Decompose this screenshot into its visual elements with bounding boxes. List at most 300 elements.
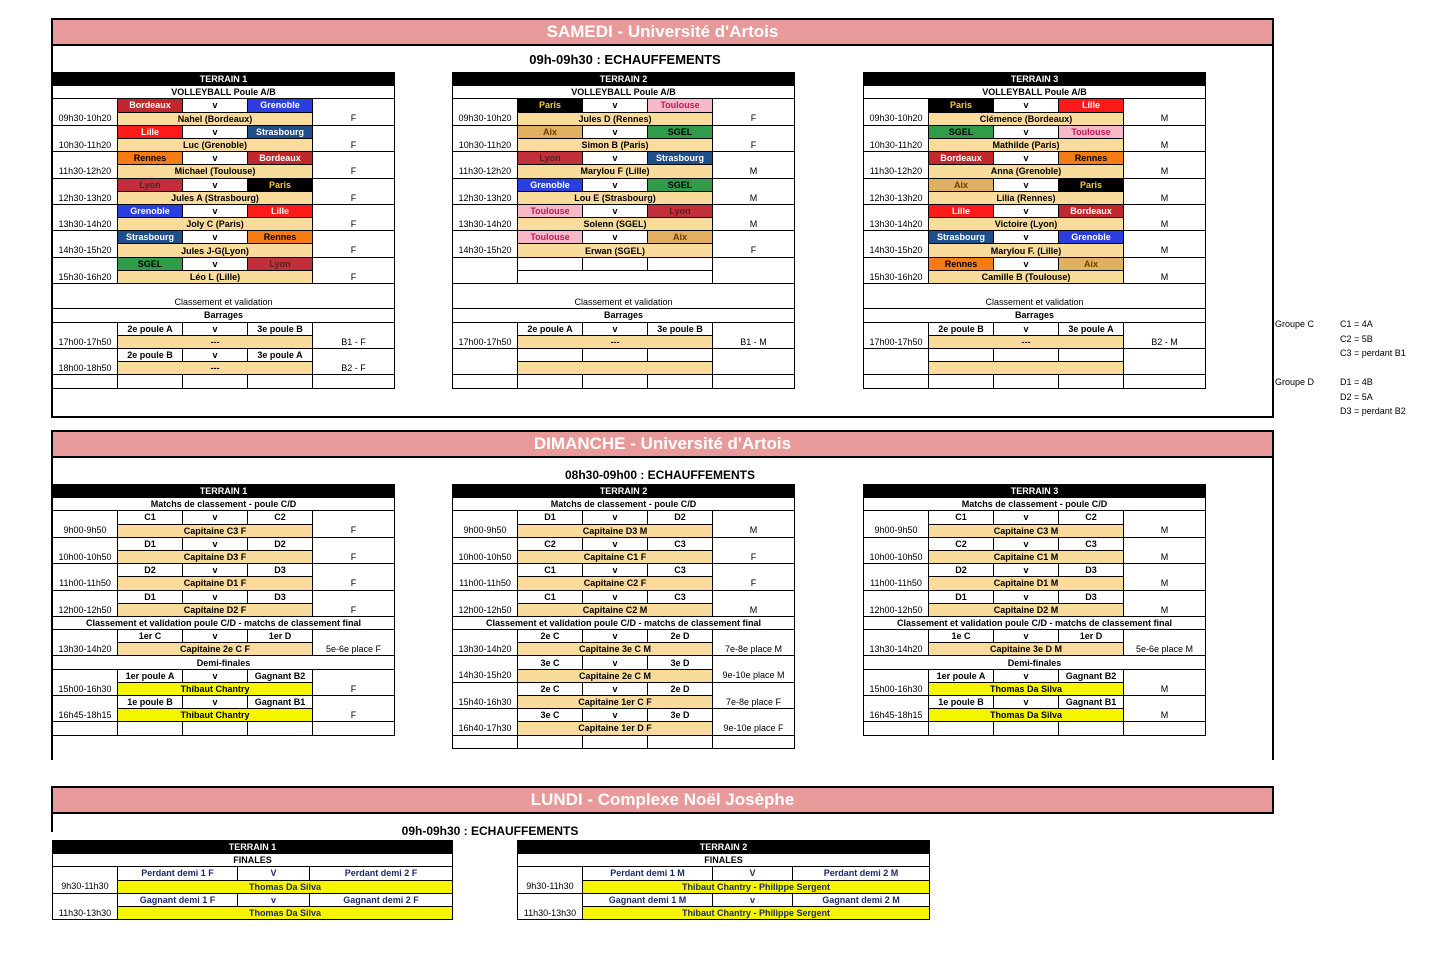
time-spacer [53, 537, 118, 550]
gender-spacer [1124, 231, 1206, 244]
gender: M [1124, 577, 1206, 590]
match-ref-row [864, 112, 1206, 125]
time-spacer [453, 590, 518, 603]
empty-cell [929, 722, 994, 735]
match-teams-row [864, 152, 1206, 165]
team-a: 1er C [118, 630, 183, 643]
gender: F [313, 244, 395, 257]
barrages-title: Barrages [864, 309, 1206, 322]
gender-spacer [313, 152, 395, 165]
referee: Thomas Da Silva [929, 709, 1124, 722]
team-a: SGEL [929, 125, 994, 138]
time-spacer [453, 511, 518, 524]
team-b: 3e D [648, 709, 713, 722]
gender: M [1124, 244, 1206, 257]
court-subtitle: Matchs de classement - poule C/D [53, 498, 395, 511]
versus: v [994, 669, 1059, 682]
versus: v [994, 178, 1059, 191]
gender-spacer [713, 231, 795, 244]
versus: v [583, 204, 648, 217]
referee: Erwan (SGEL) [518, 244, 713, 257]
gender-spacer [713, 348, 795, 361]
gender: M [1124, 191, 1206, 204]
gender: M [1124, 218, 1206, 231]
referee: Capitaine C2 M [518, 603, 713, 616]
team-b: 1er D [1059, 630, 1124, 643]
match-teams-row [864, 204, 1206, 217]
match-time: 10h30-11h20 [453, 138, 518, 151]
match-time: 13h30-14h20 [453, 643, 518, 656]
team-b: Paris [1059, 178, 1124, 191]
match-time: 09h30-10h20 [453, 112, 518, 125]
match-time: 15h30-16h20 [864, 270, 929, 283]
gender-spacer [1124, 669, 1206, 682]
versus: v [583, 231, 648, 244]
gender: F [313, 524, 395, 537]
team-b: C2 [1059, 511, 1124, 524]
team-b: Lyon [248, 257, 313, 270]
referee: Joly C (Paris) [118, 218, 313, 231]
empty-cell [118, 375, 183, 388]
team-a: Rennes [118, 152, 183, 165]
team-a: Toulouse [518, 204, 583, 217]
empty-cell [248, 722, 313, 735]
court-subtitle: Matchs de classement - poule C/D [453, 498, 795, 511]
barrage-team-b [1059, 348, 1124, 361]
versus [583, 257, 648, 270]
barrage-team-a: 2e poule B [118, 348, 183, 361]
team-b: Strasbourg [648, 152, 713, 165]
gender: M [1124, 603, 1206, 616]
gender: F [313, 682, 395, 695]
match-teams-row [53, 178, 395, 191]
saturday-court-1-table [52, 72, 395, 389]
match-time: 13h30-14h20 [453, 218, 518, 231]
team-b: Aix [648, 231, 713, 244]
time-spacer [518, 867, 583, 880]
time-spacer [864, 99, 929, 112]
versus: v [994, 511, 1059, 524]
team-a: C1 [518, 564, 583, 577]
gender: F [313, 577, 395, 590]
saturday-banner: SAMEDI - Université d'Artois [51, 18, 1274, 46]
referee: Capitaine 3e D M [929, 643, 1124, 656]
team-b: Gagnant demi 2 M [793, 893, 930, 906]
court-subtitle: VOLLEYBALL Poule A/B [453, 86, 795, 99]
monday-court-1-table [52, 840, 453, 920]
time-spacer [453, 204, 518, 217]
referee: Capitaine C3 M [929, 524, 1124, 537]
time-spacer [53, 564, 118, 577]
court-title: TERRAIN 1 [53, 841, 453, 854]
team-b: Paris [248, 178, 313, 191]
group-line: C3 = perdant B1 [1340, 348, 1406, 358]
match-time: 14h30-15h20 [453, 244, 518, 257]
match-time: 12h00-12h50 [53, 603, 118, 616]
team-b: SGEL [648, 178, 713, 191]
empty-cell [713, 375, 795, 388]
time-spacer [53, 204, 118, 217]
team-b: D2 [648, 511, 713, 524]
match-time: 11h30-12h20 [53, 165, 118, 178]
team-a: Paris [929, 99, 994, 112]
gender: F [713, 550, 795, 563]
referee: Capitaine D3 M [518, 524, 713, 537]
team-b: Gagnant B1 [248, 696, 313, 709]
group-line: D1 = 4B [1340, 377, 1373, 387]
gender-spacer [713, 564, 795, 577]
team-b: C2 [248, 511, 313, 524]
team-b: Lille [1059, 99, 1124, 112]
time-spacer [453, 231, 518, 244]
match-time: 11h00-11h50 [53, 577, 118, 590]
referee: Marylou F. (Lille) [929, 244, 1124, 257]
team-b: Gagnant demi 2 F [310, 893, 453, 906]
time-spacer [453, 564, 518, 577]
team-a: Grenoble [518, 178, 583, 191]
team-a: Strasbourg [929, 231, 994, 244]
empty-cell [648, 735, 713, 748]
match-ref-row [864, 138, 1206, 151]
court-title: TERRAIN 2 [453, 73, 795, 86]
empty-cell [183, 722, 248, 735]
match-teams-row [53, 99, 395, 112]
team-a: 3e C [518, 656, 583, 669]
referee: Thibaut Chantry - Philippe Sergent [583, 906, 930, 919]
versus: v [183, 125, 248, 138]
match-ref-row [453, 244, 795, 257]
versus: v [583, 630, 648, 643]
referee: Jules D (Rennes) [518, 112, 713, 125]
barrage-time [453, 362, 518, 375]
versus: v [994, 257, 1059, 270]
versus: v [183, 322, 248, 335]
barrage-ref: --- [118, 335, 313, 348]
court-subtitle: FINALES [53, 854, 453, 867]
monday-warmup: 09h-09h30 : ECHAUFFEMENTS [401, 824, 579, 838]
team-a: D1 [929, 590, 994, 603]
time-spacer [864, 204, 929, 217]
empty-cell [1124, 375, 1206, 388]
barrage-ref: --- [518, 335, 713, 348]
gender: F [313, 218, 395, 231]
versus: v [994, 564, 1059, 577]
team-b: Strasbourg [248, 125, 313, 138]
time-spacer [53, 348, 118, 361]
gender-spacer [313, 125, 395, 138]
demi-title: Demi-finales [864, 656, 1206, 669]
time-spacer [53, 178, 118, 191]
referee: Solenn (SGEL) [518, 218, 713, 231]
team-a: 1er poule A [929, 669, 994, 682]
gender-spacer [713, 204, 795, 217]
gender-spacer [1124, 564, 1206, 577]
referee: Capitaine D1 M [929, 577, 1124, 590]
barrage-group: B2 - M [1124, 335, 1206, 348]
time-spacer [53, 231, 118, 244]
versus: v [583, 656, 648, 669]
team-a: 3e C [518, 709, 583, 722]
versus: v [994, 696, 1059, 709]
gender: M [713, 603, 795, 616]
barrage-group [1124, 362, 1206, 375]
match-ref-row [453, 112, 795, 125]
match-teams-row [53, 152, 395, 165]
team-a: 1e poule B [118, 696, 183, 709]
barrage-time [864, 362, 929, 375]
versus: v [183, 348, 248, 361]
team-a: 1er poule A [118, 669, 183, 682]
team-a: Toulouse [518, 231, 583, 244]
versus: v [183, 99, 248, 112]
match-time: 12h00-12h50 [864, 603, 929, 616]
court-subtitle: VOLLEYBALL Poule A/B [864, 86, 1206, 99]
versus: v [183, 178, 248, 191]
team-a: 1e poule B [929, 696, 994, 709]
gender-spacer [713, 709, 795, 722]
match-time: 10h30-11h20 [864, 138, 929, 151]
sunday-court-1-table [52, 484, 395, 736]
time-spacer [864, 669, 929, 682]
gender: M [713, 524, 795, 537]
empty-cell [453, 735, 518, 748]
referee: Thomas Da Silva [929, 682, 1124, 695]
match-teams-row [453, 152, 795, 165]
team-b: Toulouse [1059, 125, 1124, 138]
match-time: 10h00-10h50 [53, 550, 118, 563]
versus: v [183, 511, 248, 524]
referee: Thibaut Chantry [118, 682, 313, 695]
spacer [453, 284, 795, 297]
group-line: D3 = perdant B2 [1340, 406, 1406, 416]
versus: v [583, 682, 648, 695]
empty-cell [313, 722, 395, 735]
saturday-court-2-table [452, 72, 795, 389]
versus: v [583, 537, 648, 550]
referee: Capitaine C3 F [118, 524, 313, 537]
time-spacer [453, 99, 518, 112]
empty-cell [864, 722, 929, 735]
gender-spacer [313, 322, 395, 335]
team-a: Gagnant demi 1 F [118, 893, 238, 906]
team-a: C1 [929, 511, 994, 524]
versus: v [583, 152, 648, 165]
referee: Capitaine 3e C M [518, 643, 713, 656]
empty-cell [1124, 722, 1206, 735]
empty-cell [583, 375, 648, 388]
match-time: 16h40-17h30 [453, 722, 518, 735]
match-time: 9h30-11h30 [53, 880, 118, 893]
versus: v [583, 511, 648, 524]
time-spacer [53, 893, 118, 906]
gender-spacer [713, 511, 795, 524]
team-b: 2e D [648, 630, 713, 643]
referee [518, 270, 713, 283]
time-spacer [453, 257, 518, 270]
time-spacer [864, 125, 929, 138]
team-b: Gagnant B1 [1059, 696, 1124, 709]
team-b: D3 [248, 590, 313, 603]
sunday-warmup: 08h30-09h00 : ECHAUFFEMENTS [564, 468, 756, 482]
court-subtitle: VOLLEYBALL Poule A/B [53, 86, 395, 99]
demi-title: Demi-finales [53, 656, 395, 669]
team-b [648, 257, 713, 270]
barrage-team-b [648, 348, 713, 361]
match-time: 14h30-15h20 [53, 244, 118, 257]
match-time: 12h00-12h50 [453, 603, 518, 616]
gender: F [313, 191, 395, 204]
match-time: 9h00-9h50 [453, 524, 518, 537]
match-ref-row [53, 138, 395, 151]
gender: 9e-10e place M [713, 669, 795, 682]
team-b: C3 [648, 564, 713, 577]
time-spacer [864, 257, 929, 270]
barrage-time: 17h00-17h50 [453, 335, 518, 348]
empty-cell [929, 375, 994, 388]
match-time: 11h30-12h20 [864, 165, 929, 178]
gender-spacer [313, 630, 395, 643]
match-time: 12h30-13h20 [453, 191, 518, 204]
gender: F [713, 244, 795, 257]
time-spacer [53, 696, 118, 709]
group-name: Groupe D [1275, 377, 1315, 387]
referee: Lilia (Rennes) [929, 191, 1124, 204]
match-time: 12h30-13h20 [53, 191, 118, 204]
match-ref-row [53, 218, 395, 231]
group-line: D2 = 5A [1340, 391, 1373, 402]
match-ref-row [864, 165, 1206, 178]
versus: v [183, 630, 248, 643]
match-time: 13h30-14h20 [53, 643, 118, 656]
team-a: 2e C [518, 630, 583, 643]
gender-spacer [313, 204, 395, 217]
referee: Thibaut Chantry - Philippe Sergent [583, 880, 930, 893]
gender-spacer [1124, 257, 1206, 270]
referee: Léo L (Lille) [118, 270, 313, 283]
team-a [518, 257, 583, 270]
referee: Capitaine D2 M [929, 603, 1124, 616]
monday-banner: LUNDI - Complexe Noël Josèphe [51, 786, 1274, 814]
team-a: Lille [929, 204, 994, 217]
court-title: TERRAIN 2 [453, 485, 795, 498]
gender: F [713, 138, 795, 151]
barrage-team-a: 2e poule A [118, 322, 183, 335]
empty-cell [118, 722, 183, 735]
time-spacer [453, 322, 518, 335]
match-ref-row [453, 270, 795, 283]
referee: Clémence (Bordeaux) [929, 112, 1124, 125]
match-ref-row [453, 191, 795, 204]
referee: Jules J-G(Lyon) [118, 244, 313, 257]
referee: Thomas Da Silva [118, 880, 453, 893]
time-spacer [453, 630, 518, 643]
match-time: 11h30-12h20 [453, 165, 518, 178]
court-title: TERRAIN 2 [518, 841, 930, 854]
time-spacer [864, 348, 929, 361]
time-spacer [453, 178, 518, 191]
referee: Thomas Da Silva [118, 906, 453, 919]
time-spacer [53, 322, 118, 335]
team-b: D2 [248, 537, 313, 550]
spacer [53, 284, 395, 297]
gender: M [1124, 165, 1206, 178]
team-a: Strasbourg [118, 231, 183, 244]
time-spacer [53, 152, 118, 165]
gender-spacer [713, 630, 795, 643]
match-teams-row [53, 257, 395, 270]
sunday-banner: DIMANCHE - Université d'Artois [51, 430, 1274, 458]
match-ref-row [864, 218, 1206, 231]
team-b: D3 [1059, 564, 1124, 577]
group-name: Groupe C [1275, 319, 1315, 329]
time-spacer [864, 178, 929, 191]
gender: M [713, 191, 795, 204]
versus: v [183, 257, 248, 270]
group-line: C1 = 4A [1340, 319, 1373, 329]
barrage-ref [518, 362, 713, 375]
empty-cell [53, 375, 118, 388]
match-time: 9h30-11h30 [518, 880, 583, 893]
barrage-team-b: 3e poule B [648, 322, 713, 335]
barrage-team-b: 3e poule A [1059, 322, 1124, 335]
empty-cell [864, 375, 929, 388]
referee: Lou E (Strasbourg) [518, 191, 713, 204]
gender: M [1124, 270, 1206, 283]
time-spacer [453, 656, 518, 669]
gender: M [1124, 138, 1206, 151]
team-b: Perdant demi 2 M [793, 867, 930, 880]
referee: Simon B (Paris) [518, 138, 713, 151]
match-teams-row [453, 99, 795, 112]
barrage-team-b: 3e poule A [248, 348, 313, 361]
gender-spacer [1124, 322, 1206, 335]
team-a: Aix [518, 125, 583, 138]
versus [583, 348, 648, 361]
match-ref-row [53, 270, 395, 283]
barrages-title: Barrages [453, 309, 795, 322]
time-spacer [864, 564, 929, 577]
gender-spacer [1124, 125, 1206, 138]
gender-spacer [1124, 590, 1206, 603]
barrage-group: B1 - F [313, 335, 395, 348]
match-ref-row [53, 244, 395, 257]
referee: Capitaine D3 F [118, 550, 313, 563]
time-spacer [864, 630, 929, 643]
barrages-title: Barrages [53, 309, 395, 322]
gender-spacer [1124, 696, 1206, 709]
match-time: 13h30-14h20 [864, 218, 929, 231]
gender-spacer [313, 348, 395, 361]
referee: Capitaine 1er D F [518, 722, 713, 735]
team-a: Aix [929, 178, 994, 191]
barrage-group [713, 362, 795, 375]
versus: v [994, 152, 1059, 165]
versus: v [183, 564, 248, 577]
referee: Capitaine 2e C F [118, 643, 313, 656]
team-a: Perdant demi 1 M [583, 867, 713, 880]
gender-spacer [1124, 152, 1206, 165]
referee: Thibaut Chantry [118, 709, 313, 722]
match-time: 10h00-10h50 [864, 550, 929, 563]
time-spacer [864, 537, 929, 550]
team-a: D1 [118, 537, 183, 550]
referee: Mathilde (Paris) [929, 138, 1124, 151]
time-spacer [53, 590, 118, 603]
time-spacer [453, 682, 518, 695]
versus: v [238, 893, 310, 906]
referee: Victoire (Lyon) [929, 218, 1124, 231]
match-teams-row [864, 178, 1206, 191]
